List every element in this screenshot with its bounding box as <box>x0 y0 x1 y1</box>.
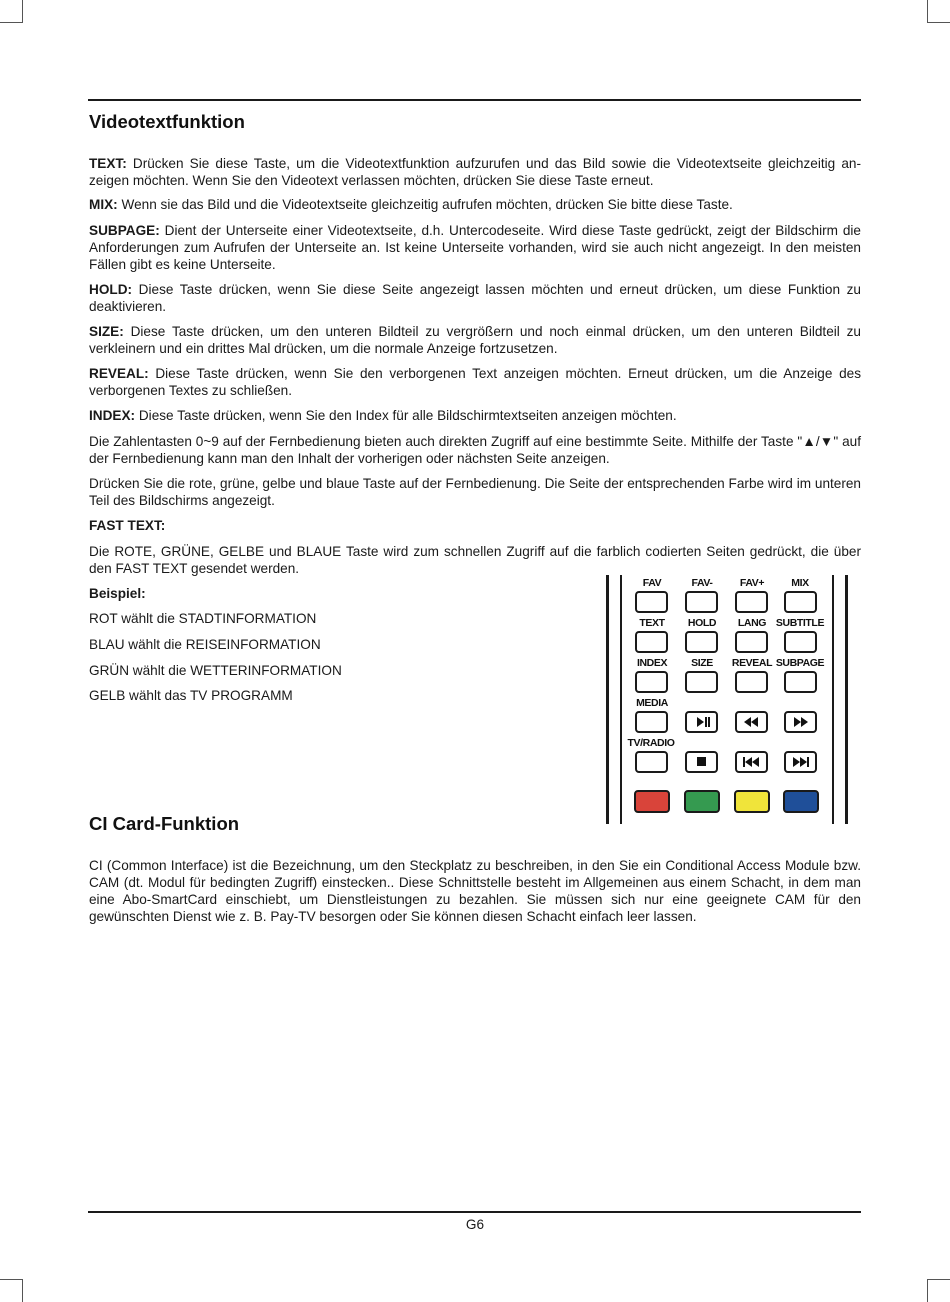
remote-edge <box>845 575 848 824</box>
yellow-button <box>734 790 770 813</box>
example-label: Beispiel: <box>89 586 146 601</box>
crop-mark <box>927 22 950 23</box>
example-item: GRÜN wählt die WETTERINFORMATION <box>89 663 342 678</box>
page-number: G6 <box>465 1217 485 1232</box>
subpage-button <box>784 671 817 693</box>
remote-label-fav: FAV <box>642 577 662 589</box>
crop-mark <box>927 1279 950 1280</box>
remote-label-index: INDEX <box>636 657 668 669</box>
rewind-button <box>735 711 768 733</box>
reveal-key-desc: REVEAL: Diese Taste drücken, wenn Sie den verborgenen Text anzeigen möchten. Erneut drücken, um die Anzeige des verborgenen Textes zu schließen. <box>89 366 861 398</box>
remote-label-fav-plus: FAV+ <box>739 577 765 589</box>
subtitle-button <box>784 631 817 653</box>
crop-mark <box>0 22 23 23</box>
green-button <box>684 790 720 813</box>
fav-button <box>635 591 668 613</box>
remote-label-hold: HOLD <box>687 617 717 629</box>
rewind-icon <box>737 713 766 731</box>
crop-mark <box>927 0 928 23</box>
remote-label-lang: LANG <box>737 617 767 629</box>
fav-plus-button <box>735 591 768 613</box>
previous-icon <box>737 753 766 771</box>
next-button <box>784 751 817 773</box>
fast-forward-icon <box>786 713 815 731</box>
top-rule <box>88 99 861 101</box>
section-title-videotext: Videotextfunktion <box>89 111 245 132</box>
size-key-desc: SIZE: Diese Taste drücken, um den unteren Bildteil zu vergrößern und noch einmal drücken, um den unteren Bildteil zu verkleinern und ein drittes Mal drücken, um die normale Anzeige fortzusetzen. <box>89 324 861 356</box>
remote-label-subpage: SUBPAGE <box>775 657 825 669</box>
mix-button <box>784 591 817 613</box>
text-key-desc: TEXT: Drücken Sie diese Taste, um die Videotextfunktion aufzurufen und das Bild sowie die Videotextseite gleichzeitig an-zeigen möchten. Wenn Sie den Videotext verlassen möchten, drücken Sie diese Taste erneut. <box>89 156 861 188</box>
example-item: BLAU wählt die REISEINFORMATION <box>89 637 321 652</box>
mix-key-desc: MIX: Wenn sie das Bild und die Videotextseite gleichzeitig aufrufen möchten, drücken Sie bitte diese Taste. <box>89 197 733 212</box>
remote-label-mix: MIX <box>791 577 809 589</box>
text-button <box>635 631 668 653</box>
remote-label-size: SIZE <box>691 657 713 669</box>
fast-forward-button <box>784 711 817 733</box>
red-button <box>634 790 670 813</box>
remote-label-subtitle: SUBTITLE <box>775 617 825 629</box>
crop-mark <box>0 1279 23 1280</box>
remote-edge <box>606 575 609 824</box>
fast-text-label: FAST TEXT: <box>89 518 166 533</box>
crop-mark <box>22 0 23 23</box>
tv-radio-button <box>635 751 668 773</box>
reveal-button <box>735 671 768 693</box>
blue-button <box>783 790 819 813</box>
play-pause-button <box>685 711 718 733</box>
media-button <box>635 711 668 733</box>
fav-minus-button <box>685 591 718 613</box>
remote-label-reveal: REVEAL <box>731 657 773 669</box>
stop-button <box>685 751 718 773</box>
bottom-rule <box>88 1211 861 1213</box>
section-title-ci-card: CI Card-Funktion <box>89 813 240 834</box>
remote-edge <box>832 575 834 824</box>
ci-card-desc: CI (Common Interface) ist die Bezeichnung, um den Steckplatz zu beschreiben, in den Sie ein Conditional Access Module bzw. CAM (dt. Modul für bedingten Zugriff) einstecken.. Diese Schnittstelle besteht im Allgemeinen aus einem Schacht, in dem man eine Abo-SmartCard einschiebt, um Dienstleistungen zu bezahlen. Sie müssen sich nur eine geeignete CAM für den gewünschten Dienst wie z. B. Pay-TV besorgen oder Sie können diesen Schacht einfach leer lassen. <box>89 858 861 924</box>
play-pause-icon <box>687 713 716 731</box>
example-item: ROT wählt die STADTINFORMATION <box>89 611 317 626</box>
crop-mark <box>22 1279 23 1302</box>
index-button <box>635 671 668 693</box>
size-button <box>685 671 718 693</box>
subpage-key-desc: SUBPAGE: Dient der Unterseite einer Videotextseite, d.h. Untercodeseite. Wird diese Taste gedrückt, zeigt der Bildschirm die Anforderungen zum Aufrufen der Unterseite an. Ist keine Unterseite vorhanden, wird sie auch nicht angezeigt. In den meisten Fällen gibt es keine Unterseite. <box>89 223 861 272</box>
lang-button <box>735 631 768 653</box>
index-key-desc: INDEX: Diese Taste drücken, wenn Sie den Index für alle Bildschirmtextseiten anzeigen möchten. <box>89 408 677 423</box>
previous-button <box>735 751 768 773</box>
remote-label-media: MEDIA <box>636 697 668 709</box>
remote-label-text: TEXT <box>639 617 665 629</box>
hold-key-desc: HOLD: Diese Taste drücken, wenn Sie diese Seite angezeigt lassen möchten und erneut drücken, um diese Funktion zu deaktivieren. <box>89 282 861 314</box>
color-keys-desc: Drücken Sie die rote, grüne, gelbe und blaue Taste auf der Fernbedienung. Die Seite der entsprechenden Farbe wird im unteren Teil des Bildschirms angezeigt. <box>89 476 861 508</box>
example-item: GELB wählt das TV PROGRAMM <box>89 688 293 703</box>
next-icon <box>786 753 815 771</box>
remote-label-tv-radio: TV/RADIO <box>627 737 675 749</box>
crop-mark <box>927 1279 928 1302</box>
number-keys-desc: Die Zahlentasten 0~9 auf der Fernbedienung bieten auch direkten Zugriff auf eine bestimmte Seite. Mithilfe der Taste "▲/▼" auf der Fernbedienung kann man den Inhalt der vorherigen oder nächsten Seite anzeigen. <box>89 434 861 466</box>
remote-label-fav-minus: FAV- <box>691 577 713 589</box>
fast-text-desc: Die ROTE, GRÜNE, GELBE und BLAUE Taste wird zum schnellen Zugriff auf die farblich codierten Seiten gedrückt, die über den FAST TEXT gesendet werden. <box>89 544 861 576</box>
hold-button <box>685 631 718 653</box>
stop-icon <box>687 753 716 771</box>
